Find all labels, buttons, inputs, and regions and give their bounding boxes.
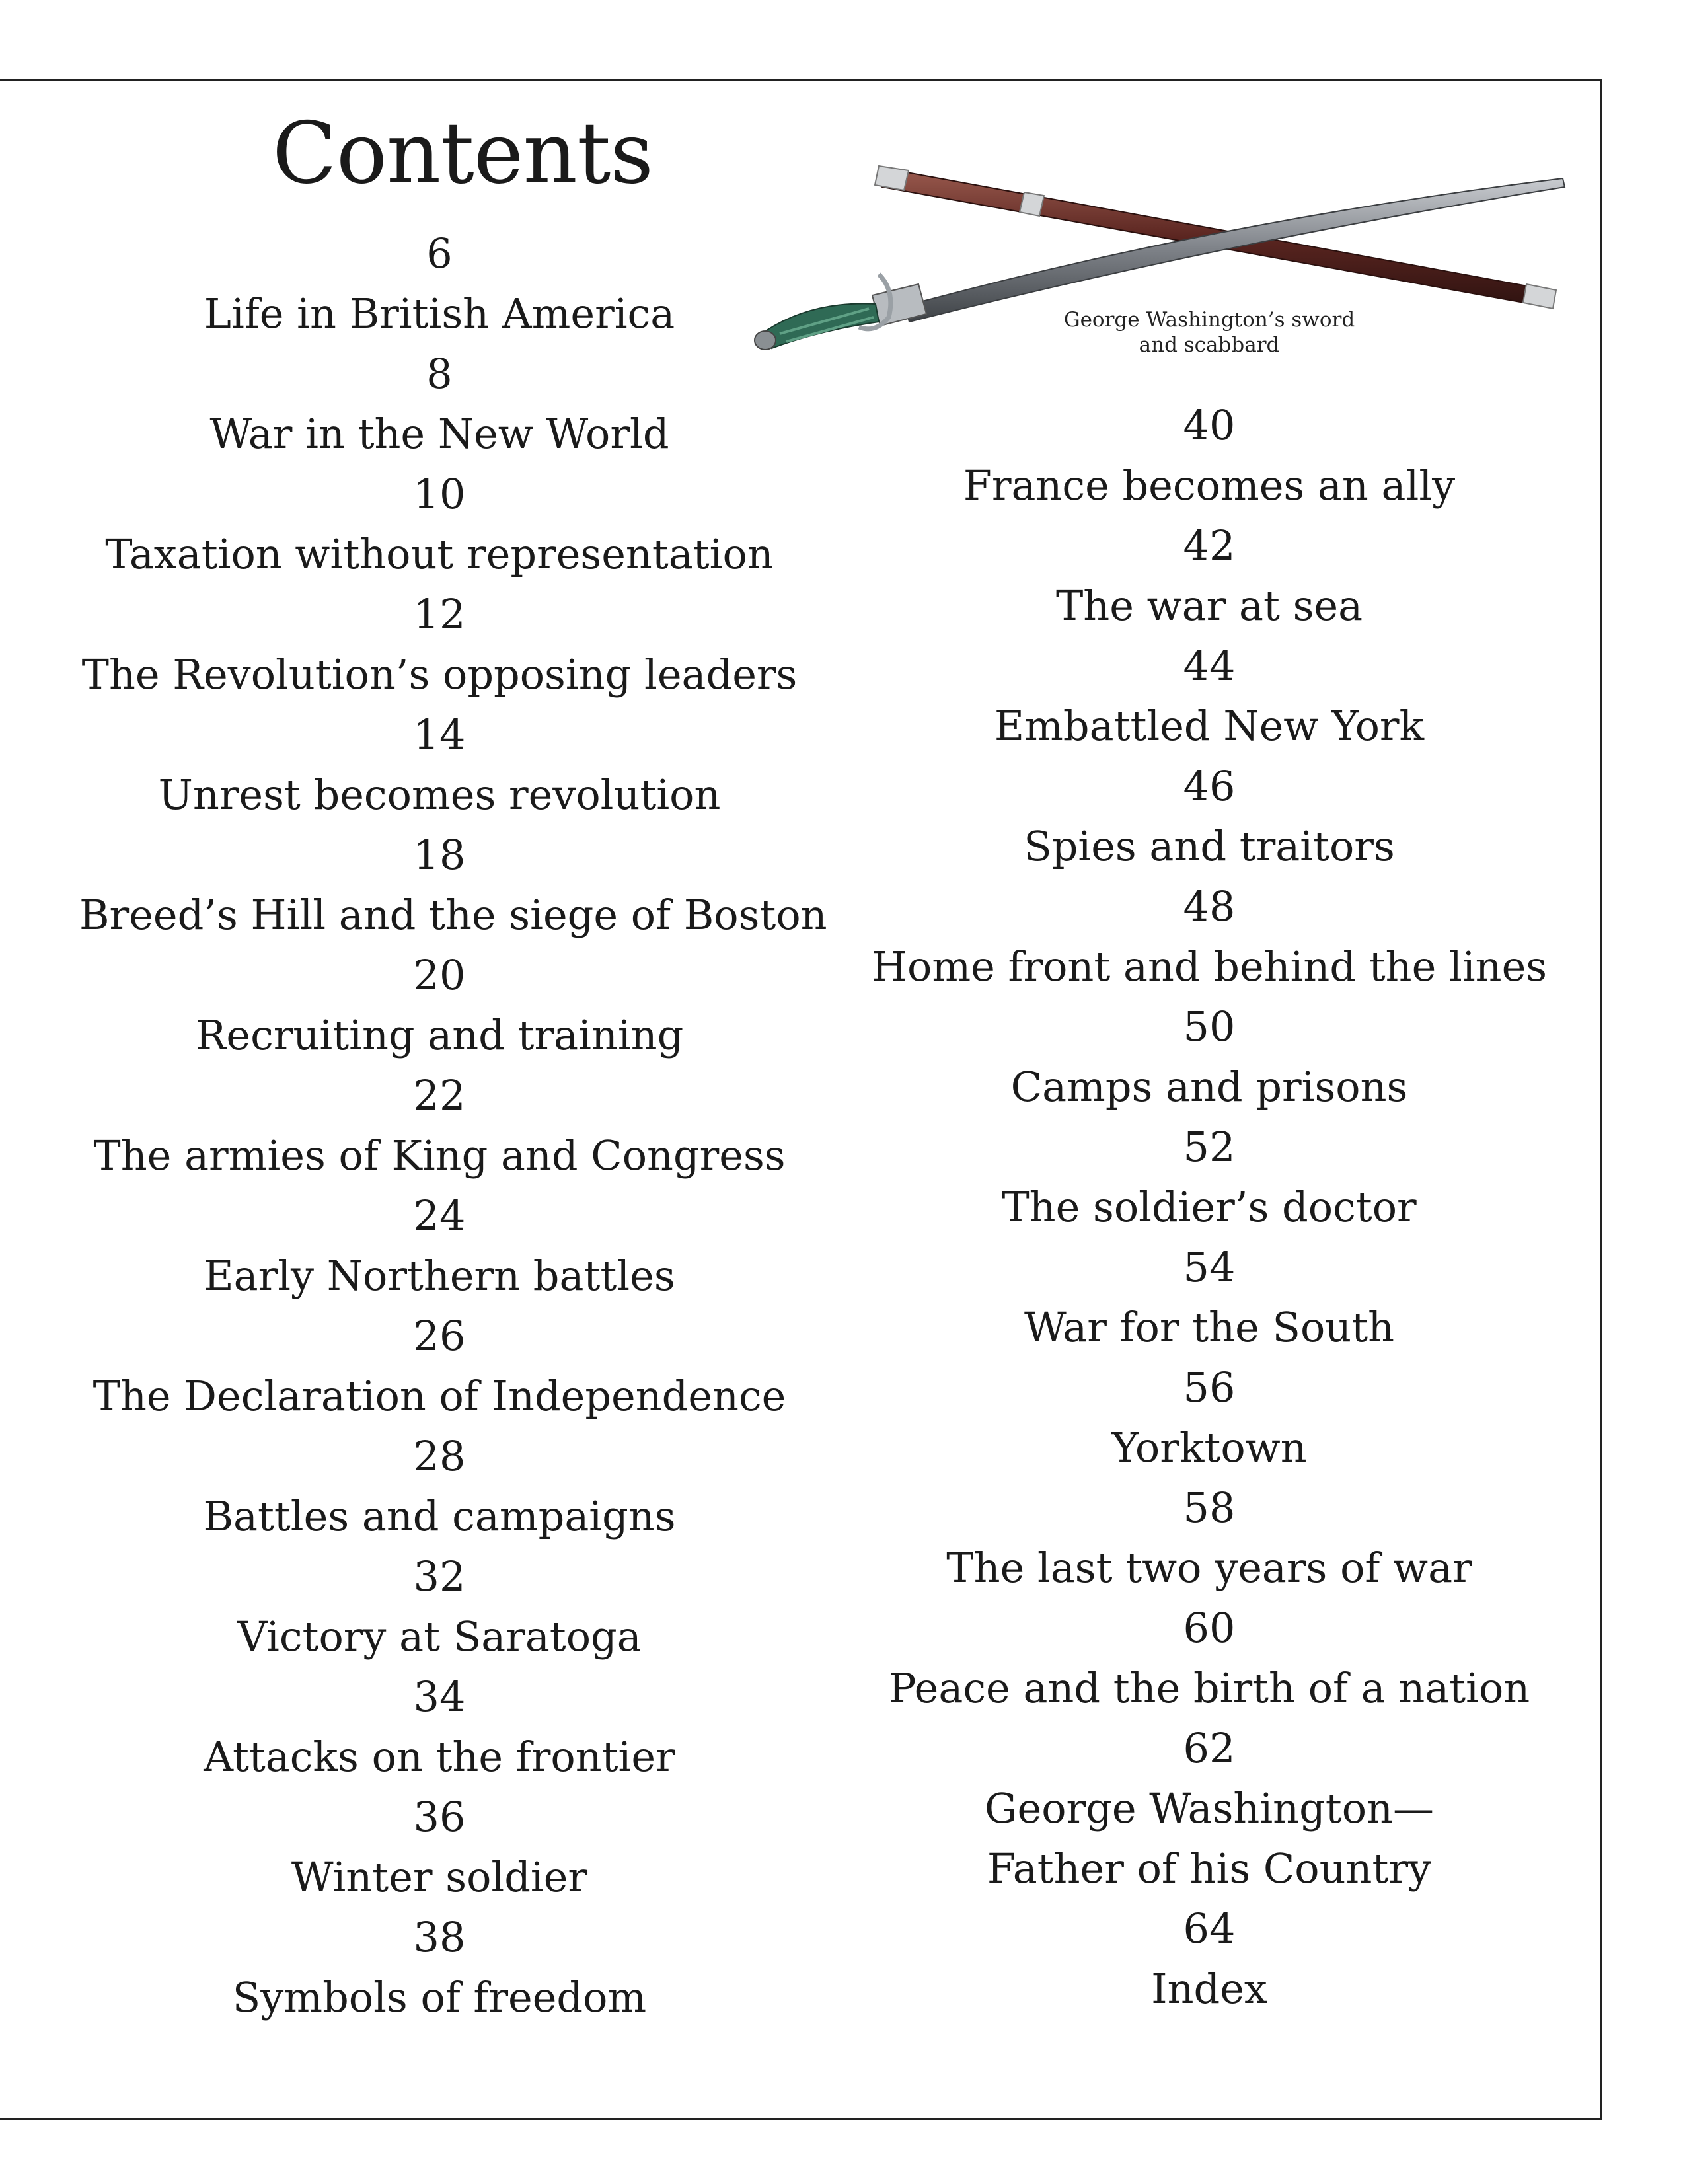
- toc-chapter-title-line: Home front and behind the lines: [871, 942, 1548, 991]
- toc-chapter-title-line: The Declaration of Independence: [93, 1372, 786, 1420]
- toc-chapter-title: [79, 1486, 800, 1546]
- toc-chapter-title: [79, 1366, 800, 1426]
- toc-page-number: 64: [1183, 1904, 1236, 1953]
- toc-chapter-title: [79, 1246, 800, 1306]
- toc-chapter-title-line: Index: [1151, 1965, 1267, 2013]
- toc-chapter-title: [79, 283, 800, 344]
- toc-chapter-title: [79, 524, 800, 584]
- toc-page-number: 28: [413, 1432, 466, 1480]
- toc-entry: [859, 876, 1559, 997]
- toc-page-number: 26: [413, 1312, 466, 1360]
- toc-page-number: 52: [1183, 1123, 1236, 1171]
- toc-page-number: 32: [413, 1552, 466, 1600]
- toc-chapter-title-line: The Revolution’s opposing leaders: [81, 650, 798, 698]
- toc-chapter-title-line: Attacks on the frontier: [204, 1733, 675, 1781]
- toc-chapter-title-line: Battles and campaigns: [203, 1492, 676, 1540]
- toc-page-number: 58: [1183, 1484, 1236, 1532]
- toc-chapter-title: [79, 1847, 800, 1907]
- toc-chapter-title-line: War for the South: [1024, 1303, 1395, 1351]
- toc-chapter-title: [79, 1125, 800, 1186]
- toc-left-column: [79, 223, 827, 2027]
- toc-chapter-title: [859, 1538, 1559, 1598]
- toc-entry: [859, 1117, 1559, 1237]
- toc-chapter-title: [79, 765, 800, 825]
- toc-chapter-title-line: The soldier’s doctor: [1002, 1183, 1417, 1231]
- toc-page-number: 22: [413, 1071, 466, 1119]
- page-title: Contents: [272, 104, 654, 203]
- toc-page-number: 24: [413, 1191, 466, 1240]
- toc-chapter-title-line: Victory at Saratoga: [237, 1612, 642, 1661]
- toc-entry: [79, 223, 800, 344]
- toc-entry: [79, 1306, 800, 1426]
- illustration-caption: [1037, 307, 1381, 358]
- toc-chapter-title-line: Yorktown: [1111, 1423, 1307, 1472]
- toc-page-number: 48: [1183, 882, 1236, 930]
- toc-page-number: 38: [413, 1913, 466, 1961]
- toc-chapter-title: [859, 576, 1559, 636]
- toc-entry: [859, 636, 1559, 756]
- toc-page-number: 20: [413, 951, 466, 999]
- toc-chapter-title: [79, 1967, 800, 2027]
- toc-chapter-title-line: Early Northern battles: [204, 1252, 675, 1300]
- toc-chapter-title: [859, 1177, 1559, 1237]
- toc-chapter-title: [79, 1005, 800, 1065]
- toc-page-number: 46: [1183, 762, 1236, 810]
- toc-chapter-title-line: Peace and the birth of a nation: [888, 1664, 1530, 1712]
- toc-page-number: 34: [413, 1673, 466, 1721]
- toc-entry: [79, 1907, 800, 2027]
- toc-entry: [859, 1237, 1559, 1357]
- toc-chapter-title-line: Spies and traitors: [1024, 822, 1395, 870]
- toc-page-number: 50: [1183, 1002, 1236, 1051]
- toc-entry: [859, 1598, 1559, 1718]
- toc-entry: [79, 464, 800, 584]
- toc-page-number: 56: [1183, 1363, 1236, 1412]
- toc-chapter-title: [79, 885, 827, 945]
- toc-chapter-title: [859, 936, 1559, 997]
- toc-entry: [79, 704, 800, 825]
- toc-entry: [79, 945, 800, 1065]
- toc-entry: [859, 756, 1559, 876]
- toc-entry: [79, 344, 800, 464]
- toc-chapter-title: [79, 1727, 800, 1787]
- toc-chapter-title-line: Recruiting and training: [195, 1011, 684, 1059]
- toc-chapter-title-line: Embattled New York: [994, 702, 1425, 750]
- toc-chapter-title-line: The armies of King and Congress: [93, 1131, 786, 1180]
- toc-entry: [79, 1667, 800, 1787]
- toc-entry: [79, 1065, 800, 1186]
- toc-chapter-title-line: France becomes an ally: [963, 461, 1456, 509]
- toc-chapter-title: [79, 404, 800, 464]
- toc-entry: [79, 584, 800, 704]
- toc-chapter-title: [859, 1778, 1559, 1899]
- caption-line: George Washington’s sword: [1063, 308, 1355, 332]
- caption-line: and scabbard: [1139, 333, 1280, 357]
- toc-page-number: 12: [413, 590, 466, 638]
- toc-chapter-title-line: Unrest becomes revolution: [158, 771, 721, 819]
- toc-chapter-title: [79, 1606, 800, 1667]
- toc-chapter-title-line: Father of his Country: [987, 1844, 1432, 1893]
- toc-chapter-title-line: The last two years of war: [946, 1544, 1472, 1592]
- toc-chapter-title-line: War in the New World: [209, 410, 669, 458]
- toc-chapter-title-line: Life in British America: [204, 289, 675, 338]
- toc-chapter-title-line: Winter soldier: [291, 1853, 588, 1901]
- toc-chapter-title-line: Taxation without representation: [105, 530, 774, 578]
- toc-chapter-title: [859, 455, 1559, 515]
- toc-page-number: 8: [426, 350, 453, 398]
- toc-entry: [859, 1478, 1559, 1598]
- toc-right-column: [859, 395, 1559, 2019]
- toc-page-number: 60: [1183, 1604, 1236, 1652]
- toc-chapter-title: [859, 1959, 1559, 2019]
- toc-page-number: 42: [1183, 521, 1236, 570]
- toc-entry: [79, 1546, 800, 1667]
- toc-page-number: 54: [1183, 1243, 1236, 1291]
- toc-page-number: 18: [413, 831, 466, 879]
- toc-chapter-title: [859, 1658, 1559, 1718]
- toc-chapter-title: [79, 644, 800, 704]
- toc-page-number: 44: [1183, 642, 1236, 690]
- toc-chapter-title: [859, 816, 1559, 876]
- toc-chapter-title-line: Camps and prisons: [1010, 1063, 1408, 1111]
- toc-entry: [859, 1899, 1559, 2019]
- toc-page-number: 36: [413, 1793, 466, 1841]
- toc-chapter-title: [859, 696, 1559, 756]
- toc-page-number: 62: [1183, 1724, 1236, 1772]
- toc-entry: [79, 1787, 800, 1907]
- toc-entry: [79, 1186, 800, 1306]
- toc-chapter-title-line: Symbols of freedom: [232, 1973, 647, 2021]
- toc-chapter-title: [859, 1057, 1559, 1117]
- toc-entry: [859, 395, 1559, 515]
- toc-entry: [859, 515, 1559, 636]
- toc-page-number: 10: [413, 470, 466, 518]
- toc-chapter-title-line: The war at sea: [1055, 582, 1363, 630]
- toc-entry: [79, 1426, 800, 1546]
- toc-chapter-title-line: Breed’s Hill and the siege of Boston: [79, 891, 827, 939]
- toc-chapter-title: [859, 1417, 1559, 1478]
- toc-entry: [79, 825, 827, 945]
- toc-entry: [859, 1718, 1559, 1899]
- toc-page-number: 6: [426, 229, 453, 278]
- toc-entry: [859, 1357, 1559, 1478]
- toc-chapter-title: [859, 1297, 1559, 1357]
- toc-page-number: 40: [1183, 401, 1236, 449]
- toc-chapter-title-line: George Washington—: [985, 1784, 1434, 1832]
- sword-hilt: [755, 274, 926, 350]
- toc-page-number: 14: [413, 710, 466, 759]
- toc-entry: [859, 997, 1559, 1117]
